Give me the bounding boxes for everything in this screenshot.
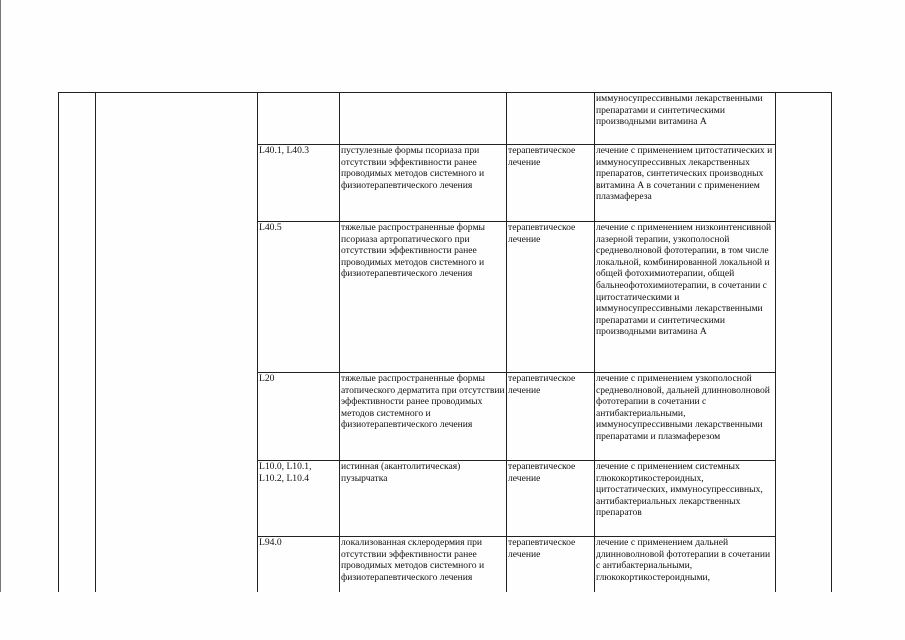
treatment-method-cell: лечение с применением дальней длинноволновой фототерапии в сочетании с антибактериальными, глюкокортикостероидными, [595, 537, 776, 597]
medical-care-table [58, 92, 832, 597]
treatment-method-cell: лечение с применением системных глюкокортикостероидных, цитостатических, иммуносупрессивных, антибактериальных лекарственных препаратов [595, 461, 776, 537]
treatment-method-cell: лечение с применением узкополосной средневолновой, дальней длинноволновой фототерапии в сочетании с антибактериальными, иммуносупрессивными лекарственными препаратами и плазмаферезом [595, 373, 776, 461]
treatment-type-cell: терапевтическое лечение [507, 222, 595, 373]
patient-model-cell [340, 93, 507, 145]
patient-model-cell: пустулезные формы псориаза при отсутствии эффективности ранее проводимых методов системного и физиотерапевтического лечения [340, 145, 507, 222]
table-row [59, 93, 832, 145]
patient-model-cell: тяжелые распространенные формы атопического дерматита при отсутствии эффективности ранее проводимых методов системного и физиотерапевтического лечения [340, 373, 507, 461]
care-type-name-cell [96, 93, 258, 597]
icd-code-cell: L40.5 [258, 222, 340, 373]
row-number-cell [59, 93, 96, 597]
treatment-type-cell: терапевтическое лечение [507, 145, 595, 222]
treatment-method-cell: лечение с применением низкоинтенсивной лазерной терапии, узкополосной средневолновой фототерапии, в том числе локальной, комбинированной локальной и общей фотохимиотерапии, общей бальнеофотохимиотерапии, в сочетании с цитостатическими и иммуносупрессивными лекарственными препаратами и синтетическими производными витамина А [595, 222, 776, 373]
icd-code-cell: L10.0, L10.1, L10.2, L10.4 [258, 461, 340, 537]
icd-code-cell: L40.1, L40.3 [258, 145, 340, 222]
treatment-method-cell: иммуносупрессивными лекарственными препаратами и синтетическими производными витамина А [595, 93, 776, 145]
patient-model-cell: тяжелые распространенные формы псориаза артропатического при отсутствии эффективности ранее проводимых методов системного и физиотерапевтического лечения [340, 222, 507, 373]
icd-code-cell: L94.0 [258, 537, 340, 597]
treatment-type-cell: терапевтическое лечение [507, 373, 595, 461]
patient-model-cell: истинная (акантолитическая) пузырчатка [340, 461, 507, 537]
tariff-cell [776, 93, 832, 597]
page-bottom-margin [0, 592, 905, 640]
patient-model-cell: локализованная склеродермия при отсутствии эффективности ранее проводимых методов системного и физиотерапевтического лечения [340, 537, 507, 597]
page-left-edge [0, 0, 1, 640]
treatment-type-cell: терапевтическое лечение [507, 461, 595, 537]
icd-code-cell: L20 [258, 373, 340, 461]
treatment-type-cell: терапевтическое лечение [507, 537, 595, 597]
treatment-method-cell: лечение с применением цитостатических и иммуносупрессивных лекарственных препаратов, синтетических производных витамина А в сочетании с применением плазмафереза [595, 145, 776, 222]
treatment-type-cell [507, 93, 595, 145]
icd-code-cell [258, 93, 340, 145]
